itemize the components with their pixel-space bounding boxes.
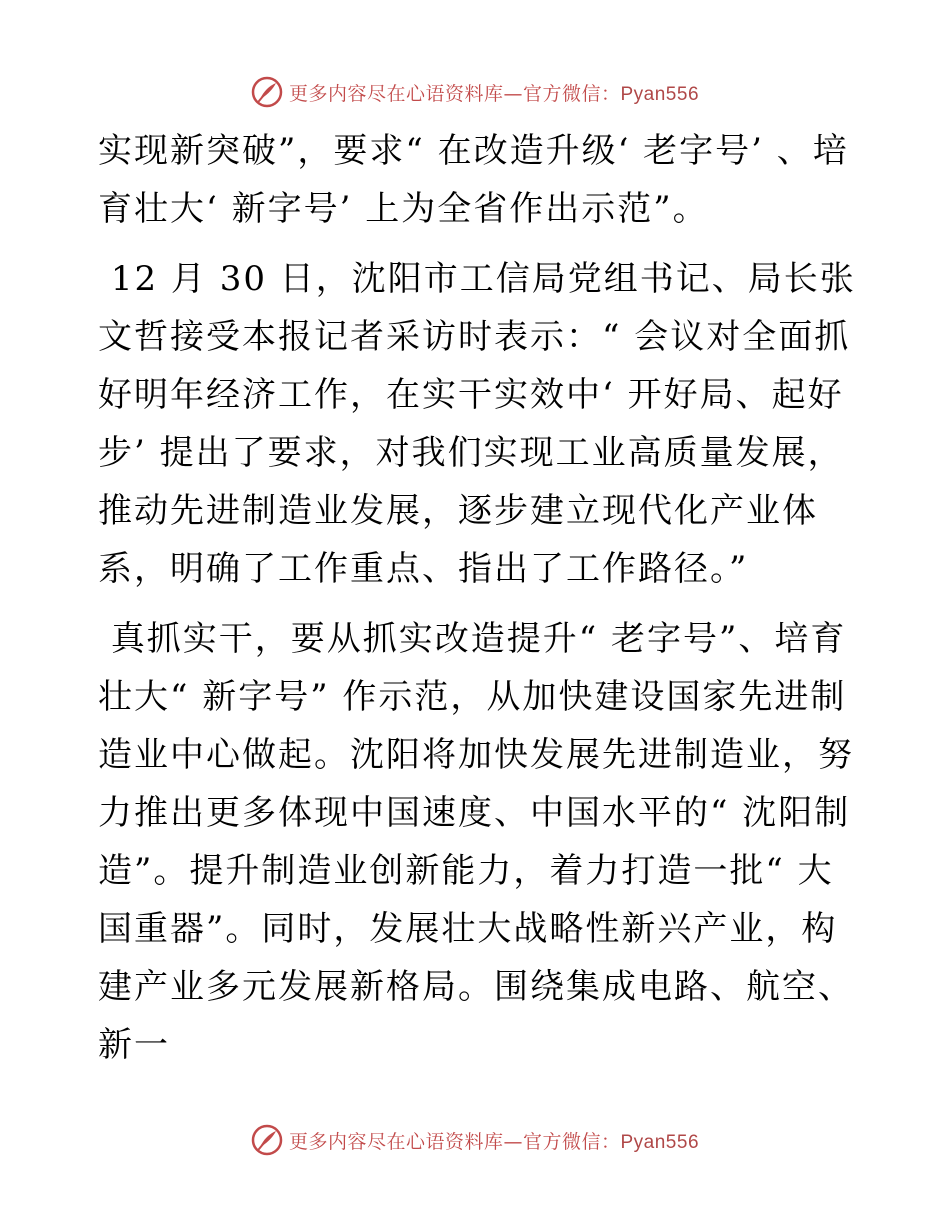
watermark-text: 更多内容尽在心语资料库—官方微信：Pyan556 xyxy=(288,82,700,105)
paragraph: 12 月 30 日，沈阳市工信局党组书记、局长张文哲接受本报记者采访时表示：“ 会议对全面抓好明年经济工作，在实干实效中‘ 开好局、起好步’ 提出了要求，对我们实现工业高质量发展，推动先进制造业发展，逐步建立现代化产业体系，明确了工作重点、指出了工作路径。” xyxy=(98,259,856,589)
watermark-wechat-id: Pyan556 xyxy=(620,83,700,105)
watermark-wechat-id: Pyan556 xyxy=(620,1131,700,1153)
document-body xyxy=(98,122,858,1074)
paragraph: 真抓实干，要从抓实改造提升“ 老字号”、培育壮大“ 新字号” 作示范，从加快建设国家先进制造业中心做起。沈阳将加快发展先进制造业，努力推出更多体现中国速度、中国水平的“ 沈阳制造”。提升制造业创新能力，着力打造一批“ 大国重器”。同时，发展壮大战略性新兴产业，构建产业多元发展新格局。围绕集成电路、航空、新一 xyxy=(98,619,854,1065)
feather-pen-logo-icon xyxy=(251,1124,283,1156)
watermark-text: 更多内容尽在心语资料库—官方微信：Pyan556 xyxy=(288,1130,700,1153)
feather-pen-logo-icon xyxy=(251,76,283,108)
footer-watermark xyxy=(0,1120,950,1160)
paragraph: 实现新突破”，要求“ 在改造升级‘ 老字号’ 、培育壮大‘ 新字号’ 上为全省作出示范”。 xyxy=(98,131,849,229)
header-watermark xyxy=(0,72,950,112)
